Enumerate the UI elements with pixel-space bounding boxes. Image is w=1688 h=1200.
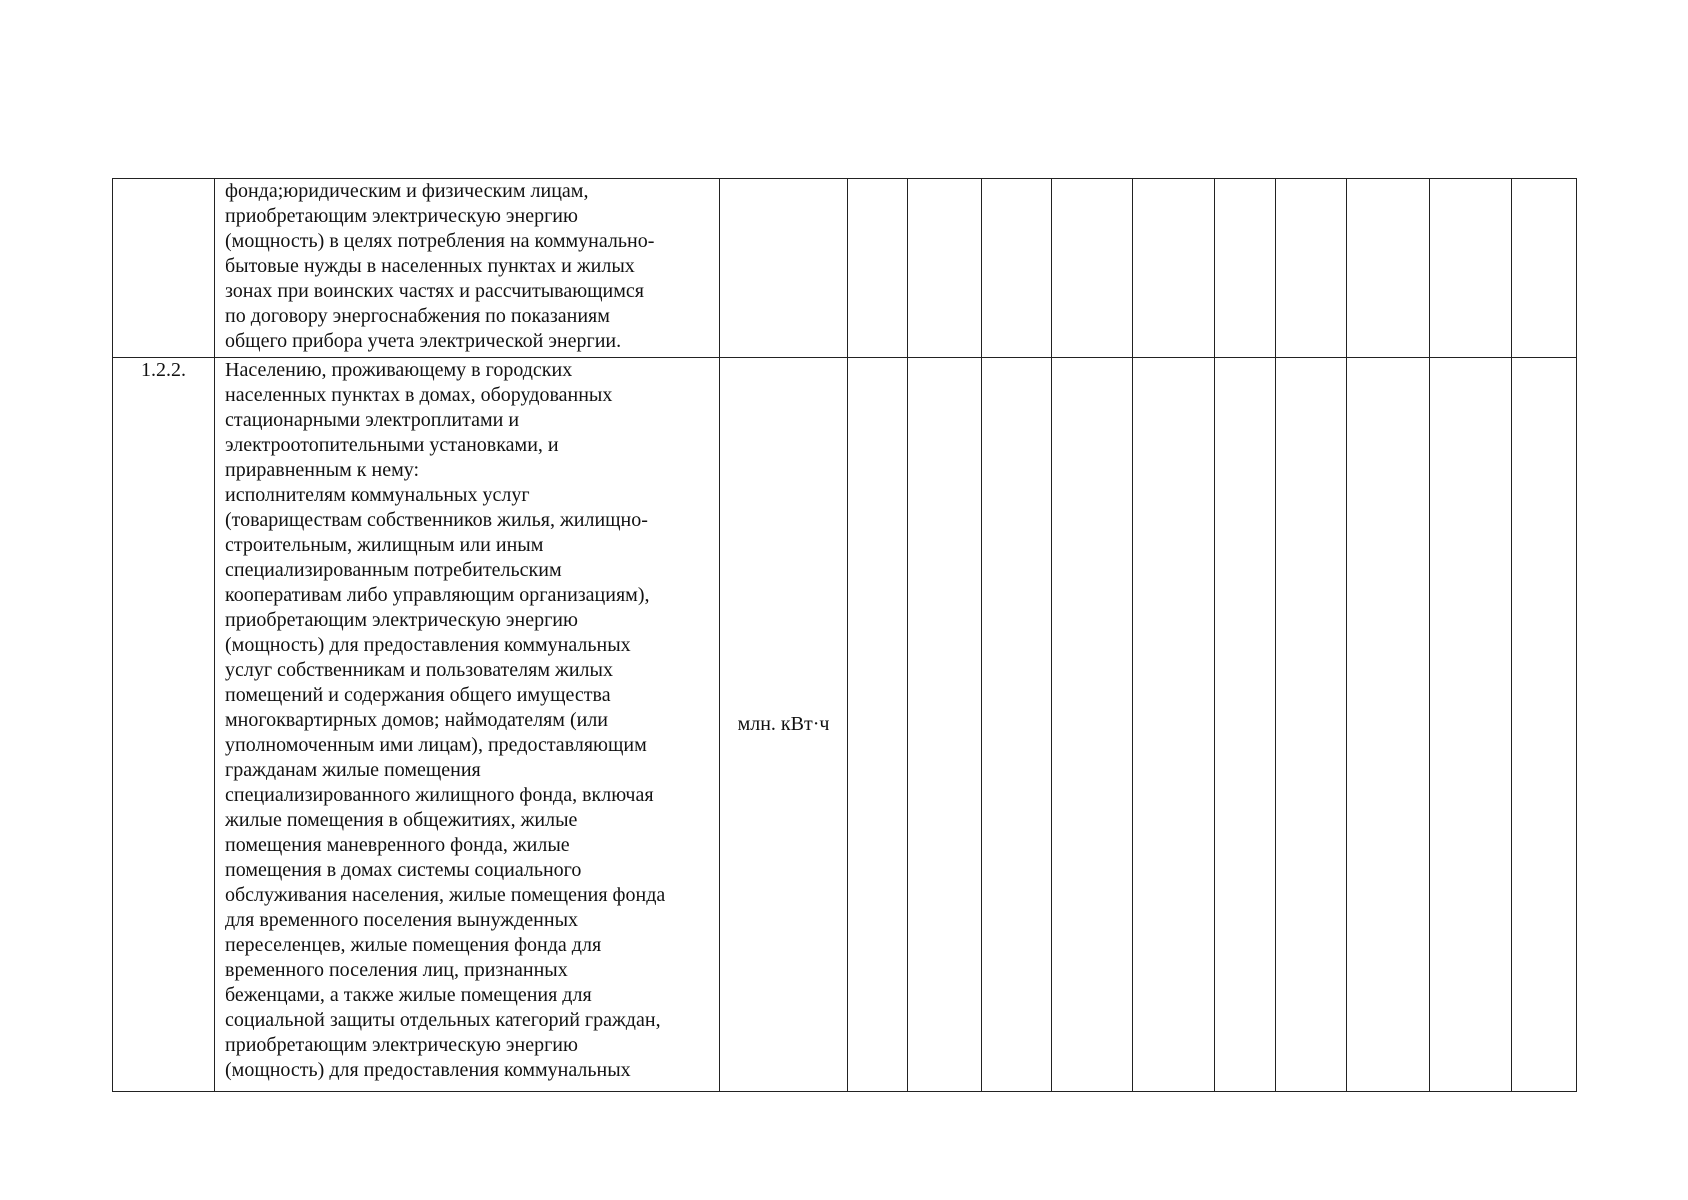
value-cell <box>848 179 908 358</box>
description-line: приравненным к нему: <box>225 459 420 481</box>
description-line: услуг собственникам и пользователям жилых <box>225 659 613 681</box>
row-number-cell: 1.2.2. <box>113 358 215 1092</box>
description-line: (мощность) для предоставления коммунальных <box>225 634 631 656</box>
value-cell <box>1512 358 1577 1092</box>
description-line: приобретающим электрическую энергию <box>225 609 578 631</box>
description-line: по договору энергоснабжения по показаниям <box>225 305 610 327</box>
description-line: временного поселения лиц, признанных <box>225 959 568 981</box>
table-row <box>113 179 1577 358</box>
description-line: уполномоченным ими лицам), предоставляющим <box>225 734 647 756</box>
description-line: населенных пунктах в домах, оборудованных <box>225 384 613 406</box>
description-line: кооперативам либо управляющим организациям), <box>225 584 650 606</box>
table-body <box>113 179 1577 1092</box>
description-line: помещений и содержания общего имущества <box>225 684 611 706</box>
description-line: бытовые нужды в населенных пунктах и жилых <box>225 255 635 277</box>
value-cell <box>982 358 1052 1092</box>
description-line: (мощность) для предоставления коммунальных <box>225 1059 631 1081</box>
value-cell <box>1347 358 1430 1092</box>
unit-cell: млн. кВт·ч <box>720 358 848 1092</box>
row-number-cell <box>113 179 215 358</box>
value-cell <box>1215 179 1276 358</box>
value-cell <box>848 358 908 1092</box>
description-line: специализированным потребительским <box>225 559 562 581</box>
value-cell <box>1276 358 1347 1092</box>
value-cell <box>1347 179 1430 358</box>
description-cell <box>215 358 720 1092</box>
value-cell <box>908 179 982 358</box>
value-cell <box>908 358 982 1092</box>
description-line: приобретающим электрическую энергию <box>225 1034 578 1056</box>
value-cell <box>1215 358 1276 1092</box>
description-line: жилые помещения в общежитиях, жилые <box>225 809 578 831</box>
description-line: помещения в домах системы социального <box>225 859 582 881</box>
description-line: для временного поселения вынужденных <box>225 909 579 931</box>
description-line: (мощность) в целях потребления на коммунально- <box>225 230 655 252</box>
description-line: приобретающим электрическую энергию <box>225 205 578 227</box>
tariff-table <box>112 178 1577 1092</box>
description-line: исполнителям коммунальных услуг <box>225 484 530 506</box>
description-line: строительным, жилищным или иным <box>225 534 544 556</box>
value-cell <box>1052 179 1133 358</box>
unit-cell <box>720 179 848 358</box>
table-row <box>113 358 1577 1092</box>
value-cell <box>1430 179 1512 358</box>
value-cell <box>1276 179 1347 358</box>
description-line: зонах при воинских частях и рассчитывающимся <box>225 280 644 302</box>
description-line: беженцами, а также жилые помещения для <box>225 984 592 1006</box>
value-cell <box>982 179 1052 358</box>
description-line: переселенцев, жилые помещения фонда для <box>225 934 602 956</box>
value-cell <box>1133 179 1215 358</box>
description-line: фонда;юридическим и физическим лицам, <box>225 180 589 202</box>
description-line: Населению, проживающему в городских <box>225 359 573 381</box>
description-line: многоквартирных домов; наймодателям (или <box>225 709 609 731</box>
description-line: специализированного жилищного фонда, включая <box>225 784 654 806</box>
description-line: помещения маневренного фонда, жилые <box>225 834 570 856</box>
description-line: обслуживания населения, жилые помещения фонда <box>225 884 666 906</box>
description-line: социальной защиты отдельных категорий граждан, <box>225 1009 661 1031</box>
description-line: стационарными электроплитами и <box>225 409 520 431</box>
description-line: гражданам жилые помещения <box>225 759 481 781</box>
description-line: электроотопительными установками, и <box>225 434 559 456</box>
value-cell <box>1133 358 1215 1092</box>
description-cell <box>215 179 720 358</box>
value-cell <box>1430 358 1512 1092</box>
description-line: общего прибора учета электрической энергии. <box>225 330 622 352</box>
value-cell <box>1052 358 1133 1092</box>
description-line: (товариществам собственников жилья, жилищно- <box>225 509 648 531</box>
value-cell <box>1512 179 1577 358</box>
